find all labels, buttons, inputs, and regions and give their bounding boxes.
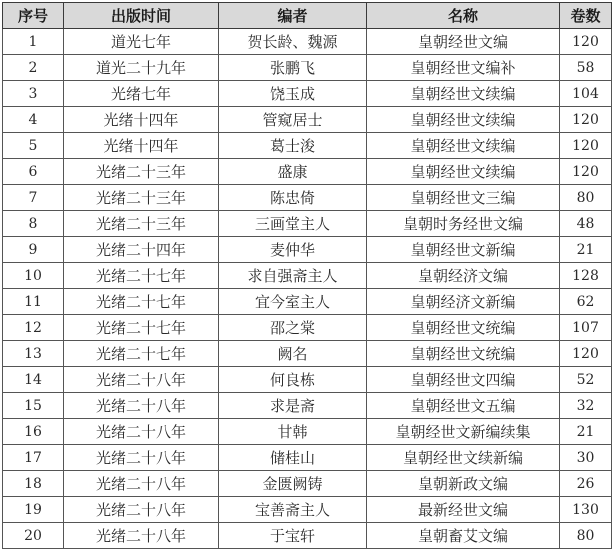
table-row: [3, 341, 612, 367]
header-editor: 编者: [219, 3, 367, 29]
table-row: [3, 237, 612, 263]
cell-title: 皇朝时务经世文编: [367, 211, 560, 237]
cell-volumes: 32: [560, 393, 612, 419]
cell-volumes: 120: [560, 107, 612, 133]
cell-publication-time: 光绪二十七年: [64, 289, 219, 315]
cell-editor: 阙名: [219, 341, 367, 367]
cell-volumes: 120: [560, 29, 612, 55]
cell-publication-time: 光绪二十三年: [64, 211, 219, 237]
cell-editor: 三画堂主人: [219, 211, 367, 237]
cell-editor: 葛士浚: [219, 133, 367, 159]
cell-title: 皇朝经世文四编: [367, 367, 560, 393]
cell-publication-time: 光绪二十八年: [64, 471, 219, 497]
table-row: [3, 55, 612, 81]
cell-index: 9: [3, 237, 64, 263]
table-row: [3, 445, 612, 471]
cell-index: 19: [3, 497, 64, 523]
cell-volumes: 21: [560, 237, 612, 263]
table-row: [3, 315, 612, 341]
cell-volumes: 128: [560, 263, 612, 289]
cell-publication-time: 光绪十四年: [64, 133, 219, 159]
cell-editor: 邵之棠: [219, 315, 367, 341]
cell-editor: 管窥居士: [219, 107, 367, 133]
cell-editor: 宝善斋主人: [219, 497, 367, 523]
cell-editor: 求自强斋主人: [219, 263, 367, 289]
table-row: [3, 81, 612, 107]
table-body: [3, 29, 612, 549]
cell-title: 皇朝新政文编: [367, 471, 560, 497]
cell-index: 7: [3, 185, 64, 211]
cell-volumes: 104: [560, 81, 612, 107]
cell-title: 皇朝经世文三编: [367, 185, 560, 211]
cell-publication-time: 光绪二十八年: [64, 523, 219, 549]
cell-title: 皇朝经世文新编续集: [367, 419, 560, 445]
cell-publication-time: 光绪二十三年: [64, 185, 219, 211]
cell-editor: 求是斋: [219, 393, 367, 419]
table-row: [3, 185, 612, 211]
cell-volumes: 48: [560, 211, 612, 237]
cell-title: 最新经世文编: [367, 497, 560, 523]
cell-title: 皇朝经世文五编: [367, 393, 560, 419]
cell-volumes: 130: [560, 497, 612, 523]
cell-publication-time: 光绪二十四年: [64, 237, 219, 263]
cell-volumes: 26: [560, 471, 612, 497]
cell-index: 16: [3, 419, 64, 445]
cell-index: 4: [3, 107, 64, 133]
cell-title: 皇朝经世文编补: [367, 55, 560, 81]
cell-index: 5: [3, 133, 64, 159]
cell-title: 皇朝经世文续编: [367, 107, 560, 133]
cell-editor: 宜今室主人: [219, 289, 367, 315]
cell-index: 15: [3, 393, 64, 419]
cell-volumes: 21: [560, 419, 612, 445]
cell-index: 17: [3, 445, 64, 471]
cell-volumes: 58: [560, 55, 612, 81]
table-row: [3, 393, 612, 419]
cell-title: 皇朝畜艾文编: [367, 523, 560, 549]
cell-volumes: 30: [560, 445, 612, 471]
cell-title: 皇朝经世文新编: [367, 237, 560, 263]
header-volumes: 卷数: [560, 3, 612, 29]
cell-volumes: 62: [560, 289, 612, 315]
cell-editor: 甘韩: [219, 419, 367, 445]
cell-publication-time: 道光二十九年: [64, 55, 219, 81]
cell-index: 20: [3, 523, 64, 549]
document-table-container: [2, 2, 611, 549]
table-row: [3, 471, 612, 497]
cell-publication-time: 光绪二十七年: [64, 315, 219, 341]
cell-title: 皇朝经世文统编: [367, 341, 560, 367]
table-header-row: [3, 3, 612, 29]
table-row: [3, 367, 612, 393]
cell-title: 皇朝经世文续编: [367, 159, 560, 185]
cell-index: 12: [3, 315, 64, 341]
cell-title: 皇朝经世文续编: [367, 81, 560, 107]
cell-editor: 储桂山: [219, 445, 367, 471]
cell-title: 皇朝经世文续编: [367, 133, 560, 159]
table-row: [3, 523, 612, 549]
cell-index: 14: [3, 367, 64, 393]
cell-index: 6: [3, 159, 64, 185]
cell-index: 11: [3, 289, 64, 315]
cell-publication-time: 光绪二十八年: [64, 419, 219, 445]
cell-editor: 陈忠倚: [219, 185, 367, 211]
table-row: [3, 289, 612, 315]
cell-index: 1: [3, 29, 64, 55]
table-row: [3, 211, 612, 237]
cell-publication-time: 光绪二十三年: [64, 159, 219, 185]
cell-publication-time: 光绪二十八年: [64, 367, 219, 393]
cell-publication-time: 光绪二十七年: [64, 341, 219, 367]
cell-index: 8: [3, 211, 64, 237]
cell-volumes: 120: [560, 159, 612, 185]
cell-publication-time: 光绪七年: [64, 81, 219, 107]
cell-volumes: 80: [560, 523, 612, 549]
cell-volumes: 120: [560, 133, 612, 159]
cell-index: 10: [3, 263, 64, 289]
cell-index: 3: [3, 81, 64, 107]
cell-index: 13: [3, 341, 64, 367]
cell-title: 皇朝经世文统编: [367, 315, 560, 341]
cell-title: 皇朝经世文编: [367, 29, 560, 55]
header-index: 序号: [3, 3, 64, 29]
table-row: [3, 107, 612, 133]
cell-editor: 盛康: [219, 159, 367, 185]
header-publication-time: 出版时间: [64, 3, 219, 29]
table-row: [3, 159, 612, 185]
cell-title: 皇朝经济文编: [367, 263, 560, 289]
cell-title: 皇朝经济文新编: [367, 289, 560, 315]
cell-editor: 饶玉成: [219, 81, 367, 107]
table-row: [3, 497, 612, 523]
cell-volumes: 52: [560, 367, 612, 393]
cell-publication-time: 道光七年: [64, 29, 219, 55]
cell-editor: 金匮阙铸: [219, 471, 367, 497]
cell-volumes: 80: [560, 185, 612, 211]
cell-publication-time: 光绪二十八年: [64, 445, 219, 471]
cell-publication-time: 光绪二十八年: [64, 393, 219, 419]
cell-editor: 何良栋: [219, 367, 367, 393]
table-row: [3, 133, 612, 159]
publication-table: [2, 2, 612, 549]
cell-editor: 麦仲华: [219, 237, 367, 263]
cell-editor: 贺长龄、魏源: [219, 29, 367, 55]
table-row: [3, 263, 612, 289]
table-row: [3, 419, 612, 445]
cell-publication-time: 光绪十四年: [64, 107, 219, 133]
cell-index: 18: [3, 471, 64, 497]
cell-publication-time: 光绪二十八年: [64, 497, 219, 523]
header-title: 名称: [367, 3, 560, 29]
cell-editor: 于宝轩: [219, 523, 367, 549]
cell-editor: 张鹏飞: [219, 55, 367, 81]
cell-index: 2: [3, 55, 64, 81]
cell-volumes: 107: [560, 315, 612, 341]
cell-publication-time: 光绪二十七年: [64, 263, 219, 289]
cell-title: 皇朝经世文续新编: [367, 445, 560, 471]
cell-volumes: 120: [560, 341, 612, 367]
table-row: [3, 29, 612, 55]
